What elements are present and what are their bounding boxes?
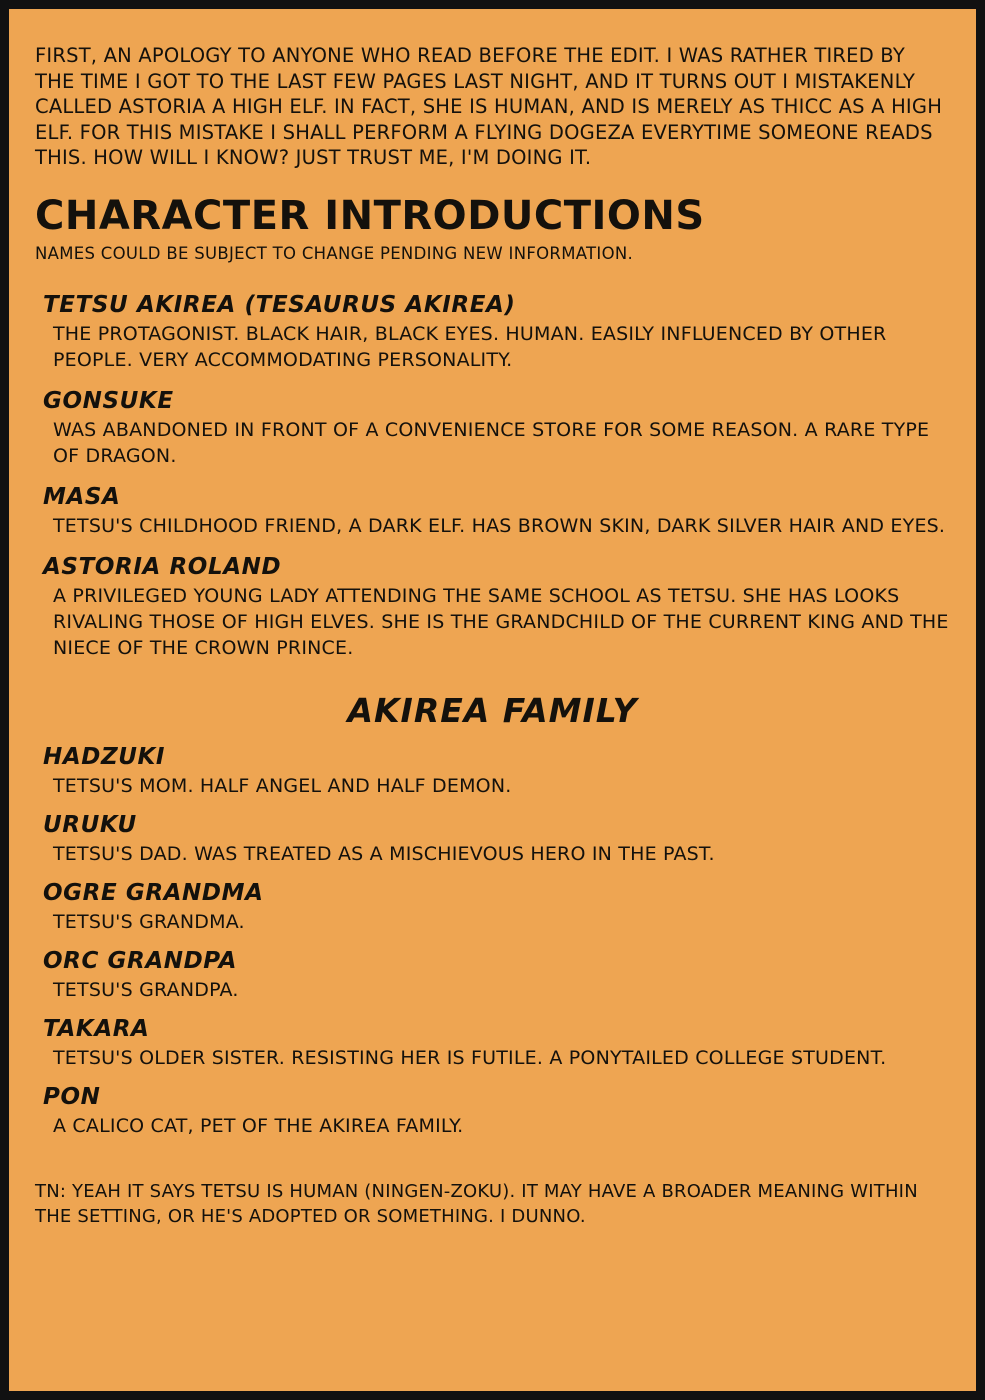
family-member-name: URUKU xyxy=(43,811,137,838)
family-member-entry xyxy=(35,1015,950,1071)
character-description: TETSU'S CHILDHOOD FRIEND, A DARK ELF. HAS BROWN SKIN, DARK SILVER HAIR AND EYES. xyxy=(53,514,946,537)
family-member-entry xyxy=(35,947,950,1003)
character-description: WAS ABANDONED IN FRONT OF A CONVENIENCE STORE FOR SOME REASON. A RARE TYPE OF DRAGON. xyxy=(53,418,930,467)
character-description: A PRIVILEGED YOUNG LADY ATTENDING THE SAME SCHOOL AS TETSU. SHE HAS LOOKS RIVALING THOSE OF HIGH ELVES. SHE IS THE GRANDCHILD OF THE CURRENT KING AND THE NIECE OF THE CROWN PRINCE. xyxy=(53,584,949,659)
family-member-description: TETSU'S MOM. HALF ANGEL AND HALF DEMON. xyxy=(53,774,512,797)
family-member-entry xyxy=(35,879,950,935)
family-member-entry xyxy=(35,811,950,867)
section-subnote: NAMES COULD BE SUBJECT TO CHANGE PENDING NEW INFORMATION. xyxy=(35,243,634,263)
character-entry xyxy=(35,291,950,373)
character-name: TETSU AKIREA (TESAURUS AKIREA) xyxy=(43,291,516,318)
character-name: ASTORIA ROLAND xyxy=(43,553,282,580)
family-member-entry xyxy=(35,743,950,799)
family-member-name: TAKARA xyxy=(43,1015,150,1042)
section-title-character-introductions: CHARACTER INTRODUCTIONS xyxy=(35,192,705,239)
family-member-name: HADZUKI xyxy=(43,743,166,770)
family-member-name: ORC GRANDPA xyxy=(43,947,238,974)
family-member-description: TETSU'S GRANDMA. xyxy=(53,910,245,933)
family-member-name: OGRE GRANDMA xyxy=(43,879,264,906)
family-member-description: TETSU'S DAD. WAS TREATED AS A MISCHIEVOUS HERO IN THE PAST. xyxy=(53,842,715,865)
translator-note: TN: YEAH IT SAYS TETSU IS HUMAN (NINGEN-ZOKU). IT MAY HAVE A BROADER MEANING WITHIN THE SETTING, OR HE'S ADOPTED OR SOMETHING. I DUNNO. xyxy=(35,1180,918,1227)
character-name: MASA xyxy=(43,483,121,510)
family-member-description: TETSU'S GRANDPA. xyxy=(53,978,239,1001)
intro-note: FIRST, AN APOLOGY TO ANYONE WHO READ BEFORE THE EDIT. I WAS RATHER TIRED BY THE TIME I GOT TO THE LAST FEW PAGES LAST NIGHT, AND IT TURNS OUT I MISTAKENLY CALLED ASTORIA A HIGH ELF. IN FACT, SHE IS HUMAN, AND IS MERELY AS THICC AS A HIGH ELF. FOR THIS MISTAKE I SHALL PERFORM A FLYING DOGEZA EVERYTIME SOMEONE READS THIS. HOW WILL I KNOW? JUST TRUST ME, I'M DOING IT. xyxy=(35,44,943,169)
section-title-akirea-family: AKIREA FAMILY xyxy=(347,690,638,730)
family-member-description: A CALICO CAT, PET OF THE AKIREA FAMILY. xyxy=(53,1114,464,1137)
character-entry xyxy=(35,483,950,539)
family-member-entry xyxy=(35,1083,950,1139)
family-member-name: PON xyxy=(43,1083,101,1110)
character-entry xyxy=(35,553,950,661)
family-member-description: TETSU'S OLDER SISTER. RESISTING HER IS FUTILE. A PONYTAILED COLLEGE STUDENT. xyxy=(53,1046,887,1069)
character-description: THE PROTAGONIST. BLACK HAIR, BLACK EYES. HUMAN. EASILY INFLUENCED BY OTHER PEOPLE. VERY ACCOMMODATING PERSONALITY. xyxy=(53,322,887,371)
character-entry xyxy=(35,387,950,469)
character-name: GONSUKE xyxy=(43,387,174,414)
